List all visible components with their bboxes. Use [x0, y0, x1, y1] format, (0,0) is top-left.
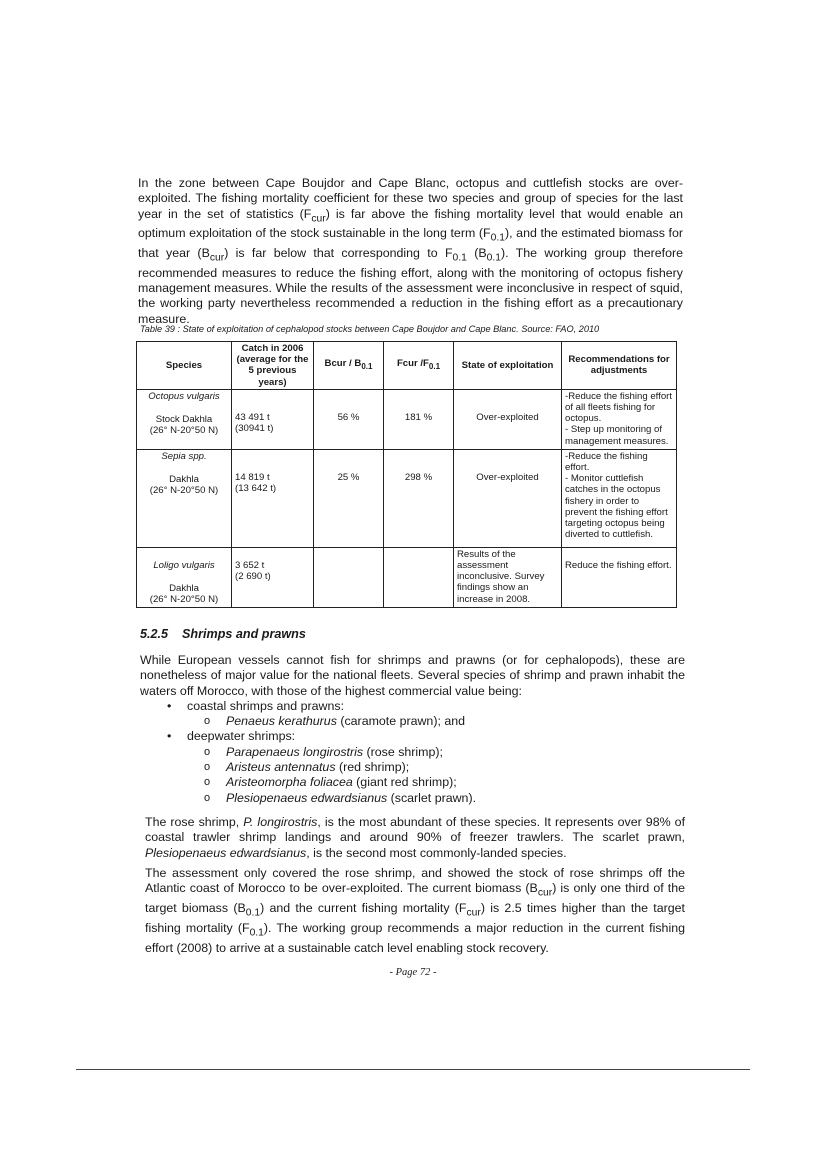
latin-name: Aristeus antennatus [226, 760, 336, 775]
shrimp-intro [140, 653, 685, 806]
fcur-cell: 181 % [384, 389, 454, 449]
stock-area: (26° N-20°50 N) [149, 425, 219, 437]
header-fcur-label: Fcur /F [396, 358, 429, 370]
subscript: 0.1 [361, 362, 373, 372]
latin-name: Penaeus kerathurus [226, 714, 337, 729]
latin-name: Aristeomorpha foliacea [226, 775, 353, 790]
circle-bullet-icon: o [204, 745, 211, 758]
text-run: ) is only one third of the target biomass (B [145, 881, 686, 916]
common-name: (rose shrimp); [363, 744, 443, 759]
catch-value: 3 652 t [235, 559, 265, 571]
text-run: The assessment only covered the rose shrimp, and showed the stock of rose shrimps off the Atlantic coast of Morocco to be over-exploited. The current biomass (B [145, 866, 685, 896]
bullet-icon: • [167, 729, 172, 744]
bcur-cell: 25 % [314, 449, 384, 547]
list-item [140, 729, 685, 805]
list-item [187, 760, 685, 775]
table-row [137, 389, 677, 449]
state-cell: Results of the assessment inconclusive. Survey findings show an increase in 2008. [454, 547, 562, 607]
latin-name: Plesiopenaeus edwardsianus [226, 790, 388, 805]
header-state: State of exploitation [454, 342, 562, 390]
subscript: cur [466, 907, 481, 919]
text-run: (B [466, 246, 487, 261]
list-item [187, 714, 685, 729]
sub-list [187, 714, 685, 729]
species-name: Sepia spp. [161, 450, 207, 462]
intro-text [138, 176, 683, 327]
stock-name: Dakhla [169, 474, 199, 486]
table-row [137, 547, 677, 607]
section-title: Shrimps and prawns [182, 627, 306, 641]
section-number: 5.2.5 [140, 627, 169, 641]
species-cell [137, 449, 232, 547]
assessment-text [145, 866, 685, 956]
common-name: (red shrimp); [335, 760, 410, 775]
stock-name: Stock Dakhla [155, 414, 213, 426]
subscript: 0.1 [428, 362, 441, 372]
stock-name: Dakhla [169, 583, 199, 595]
subscript: cur [209, 252, 225, 264]
circle-bullet-icon: o [204, 776, 211, 789]
list-item [187, 775, 685, 790]
shrimp-intro-text: While European vessels cannot fish for shrimps and prawns (or for cephalopods), these are nonetheless of major value for the national fleets. Several species of shrimp and prawn inhabit the waters off Morocco, with those of the highest commercial value being: [140, 653, 685, 698]
sub-list [187, 745, 685, 806]
text-run: ) is 2.5 times higher than the target fishing mortality (F [145, 901, 685, 935]
catch-cell [232, 449, 314, 547]
text-run: ) and the current fishing mortality (F [260, 901, 467, 916]
catch-average: (2 690 t) [235, 571, 271, 583]
bcur-cell [314, 547, 384, 607]
group-label: coastal shrimps and prawns: [187, 698, 345, 713]
catch-cell [232, 547, 314, 607]
subscript: 0.1 [490, 232, 505, 244]
common-name: (scarlet prawn). [387, 790, 477, 805]
footer-divider [76, 1069, 750, 1070]
rose-shrimp-paragraph [145, 815, 685, 861]
latin-name: Parapenaeus longirostris [226, 744, 364, 759]
group-label: deepwater shrimps: [187, 729, 296, 744]
text-run: In the zone between Cape Boujdor and Cape Blanc, octopus and cuttlefish stocks are over-exploited. The fishing mortality coefficient for these two species and group of species for the last year in the set of statistics (F [138, 176, 683, 221]
list-item [140, 699, 685, 730]
text-run: ). The working group recommends a major reduction in the current fishing effort (2008) to arrive at a sustainable catch level enabling stock recovery. [145, 920, 685, 955]
circle-bullet-icon: o [204, 761, 211, 774]
table-row [137, 449, 677, 547]
rose-shrimp-text [145, 815, 685, 861]
common-name: (giant red shrimp); [352, 775, 457, 790]
subscript: 0.1 [249, 927, 264, 939]
bcur-cell: 56 % [314, 389, 384, 449]
intro-paragraph [138, 176, 683, 327]
catch-cell [232, 389, 314, 449]
stock-area: (26° N-20°50 N) [149, 594, 219, 606]
catch-average: (13 642 t) [235, 483, 277, 495]
section-heading [140, 627, 306, 641]
assessment-paragraph [145, 866, 685, 956]
recommendation-cell: -Reduce the fishing effort of all fleets fishing for octopus. - Step up monitoring of management measures. [562, 389, 677, 449]
header-species: Species [137, 342, 232, 390]
text-run: ), and the estimated biomass for that year (B [138, 226, 683, 261]
text-run: ). The working group therefore recommended measures to reduce the fishing effort, along with the monitoring of octopus fishery management measures. While the results of the assessment were inconclusive in respect of squid, the working party nevertheless recommended a reduction in the fishing effort as a precautionary measure. [138, 246, 683, 326]
catch-value: 43 491 t [235, 411, 270, 423]
cephalopod-stocks-table [136, 341, 677, 608]
latin-name: P. longirostris [243, 815, 318, 829]
text-run: ) is far above the fishing mortality level that would enable an optimum exploitation of the stock sustainable in the long term (F [138, 206, 683, 241]
header-bcur-label: Bcur / B [324, 358, 362, 370]
list-item [187, 745, 685, 760]
species-cell [137, 547, 232, 607]
table-caption: Table 39 : State of exploitation of cephalopod stocks between Cape Boujdor and Cape Blanc. Source: FAO, 2010 [140, 324, 600, 334]
recommendation-cell: -Reduce the fishing effort. - Monitor cuttlefish catches in the octopus fishery in order to prevent the fishing effort targeting octopus being diverted to cuttlefish. [562, 449, 677, 547]
subscript: 0.1 [245, 907, 261, 919]
bullet-icon: • [167, 698, 172, 713]
fcur-cell [384, 547, 454, 607]
text-run: The rose shrimp, [145, 815, 244, 829]
catch-value: 14 819 t [235, 471, 270, 483]
text-run: ) is far below that corresponding to F [224, 246, 453, 261]
subscript: 0.1 [486, 252, 501, 264]
latin-name: Plesiopenaeus edwardsianus [145, 845, 307, 860]
subscript: cur [537, 887, 553, 899]
list-item [187, 791, 685, 806]
species-list [140, 699, 685, 806]
stock-area: (26° N-20°50 N) [149, 485, 219, 497]
subscript: cur [311, 213, 326, 225]
common-name: (caramote prawn); and [336, 714, 465, 729]
species-name: Loligo vulgaris [153, 559, 215, 571]
header-fcur [384, 342, 454, 390]
fcur-cell: 298 % [384, 449, 454, 547]
state-cell: Over-exploited [454, 389, 562, 449]
state-cell: Over-exploited [454, 449, 562, 547]
page-number: - Page 72 - [389, 967, 437, 978]
circle-bullet-icon: o [204, 715, 211, 728]
text-run: , is the second most commonly-landed species. [306, 845, 567, 860]
circle-bullet-icon: o [204, 791, 211, 804]
header-recommendations: Recommendations for adjustments [562, 342, 677, 390]
table-header-row [137, 342, 677, 390]
subscript: 0.1 [452, 252, 467, 264]
text-run: , is the most abundant of these species. It represents over 98% of coastal trawler shrimp landings and around 90% of freezer trawlers. The scarlet prawn, [145, 815, 686, 845]
header-bcur [314, 342, 384, 390]
species-name: Octopus vulgaris [148, 390, 220, 402]
catch-average: (30941 t) [235, 423, 274, 435]
recommendation-cell: Reduce the fishing effort. [562, 547, 677, 607]
header-catch: Catch in 2006 (average for the 5 previous years) [232, 342, 314, 390]
species-cell [137, 389, 232, 449]
